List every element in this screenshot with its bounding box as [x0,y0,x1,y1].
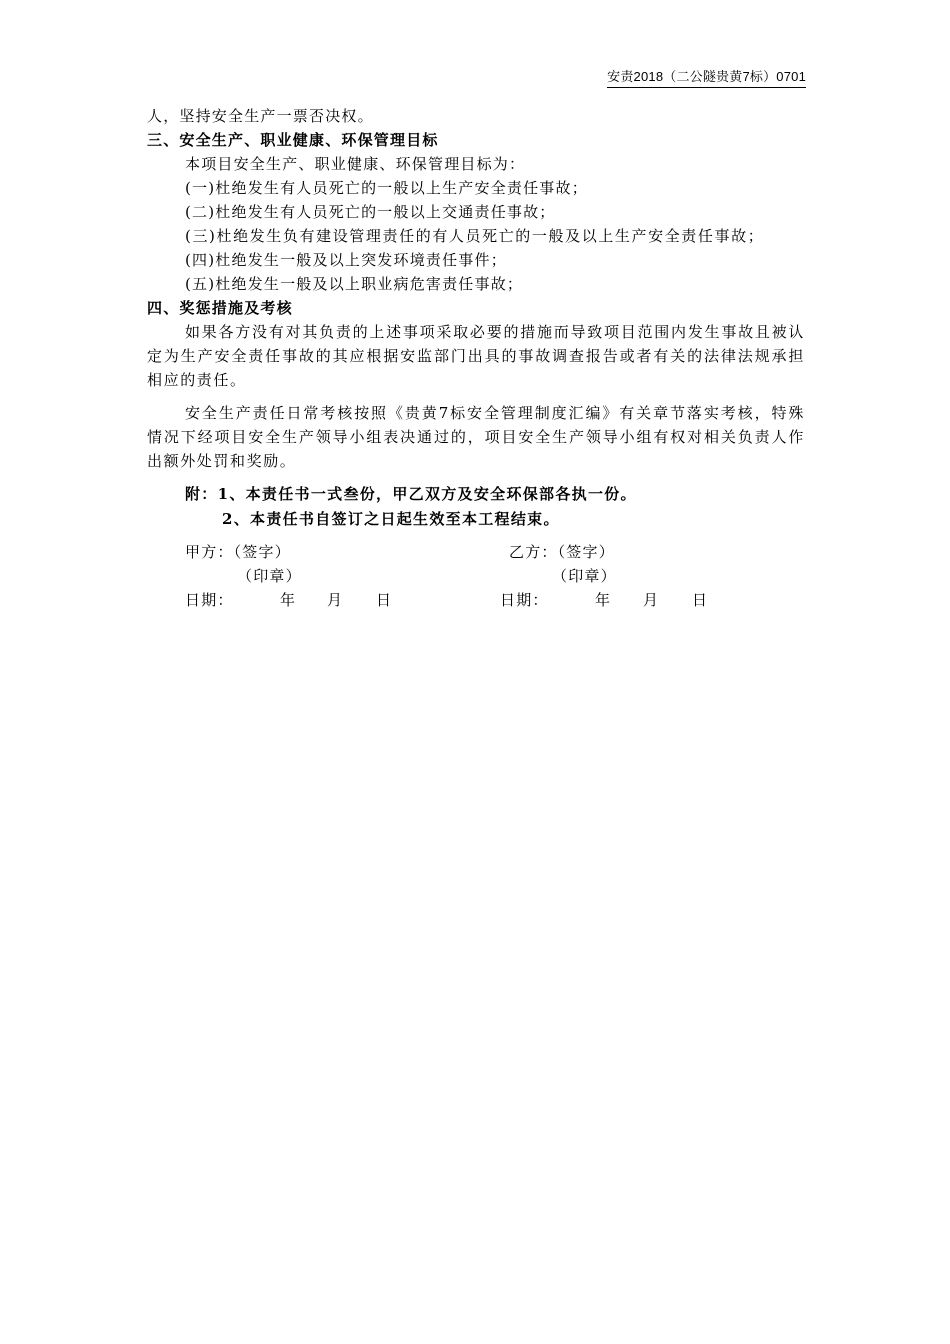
party-b-date-year: 年 [595,591,612,609]
goal-item-2: (二)杜绝发生有人员死亡的一般以上交通责任事故； [185,203,556,221]
continued-line: 人，坚持安全生产一票否决权。 [147,107,374,125]
appendix-note-1: 附：1、本责任书一式叁份，甲乙双方及安全环保部各执一份。 [185,485,637,503]
goal-item-3: (三)杜绝发生负有建设管理责任的有人员死亡的一般及以上生产安全责任事故； [185,227,765,245]
section-3-title: 三、安全生产、职业健康、环保管理目标 [147,131,439,149]
party-b-date-month: 月 [643,591,660,609]
section-3-intro: 本项目安全生产、职业健康、环保管理目标为： [185,155,526,173]
party-b-signature-label: 乙方：（签字） [509,543,615,561]
party-a-seal-label: （印章） [237,567,302,585]
seal-row [147,565,805,589]
document-body [147,104,805,613]
party-a-date-day: 日 [376,591,393,609]
party-b-date-label: 日期： [500,591,549,609]
goal-item-4: (四)杜绝发生一般及以上突发环境责任事件； [185,251,507,269]
party-b-date-day: 日 [692,591,709,609]
party-a-date-month: 月 [327,591,344,609]
appendix-note-2: 2、本责任书自签订之日起生效至本工程结束。 [222,510,560,528]
section-4-title: 四、奖惩措施及考核 [147,299,293,317]
party-b-seal-label: （印章） [552,567,617,585]
party-a-date-label: 日期： [185,591,234,609]
section-4-paragraph-1: 如果各方没有对其负责的上述事项采取必要的措施而导致项目范围内发生事故且被认定为生产安全责任事故的其应根据安监部门出具的事故调查报告或者有关的法律法规承担相应的责任。 [147,323,805,389]
date-row [147,589,805,613]
signature-row [147,541,805,565]
goal-item-5: (五)杜绝发生一般及以上职业病危害责任事故； [185,275,524,293]
goal-item-1: (一)杜绝发生有人员死亡的一般以上生产安全责任事故； [185,179,588,197]
section-4-paragraph-2: 安全生产责任日常考核按照《贵黄7标安全管理制度汇编》有关章节落实考核，特殊情况下经项目安全生产领导小组表决通过的，项目安全生产领导小组有权对相关负责人作出额外处罚和奖励。 [147,404,805,470]
document-reference-header: 安责2018（二公隧贵黄7标）0701 [607,66,806,88]
party-a-signature-label: 甲方：（签字） [185,543,291,561]
party-a-date-year: 年 [280,591,297,609]
